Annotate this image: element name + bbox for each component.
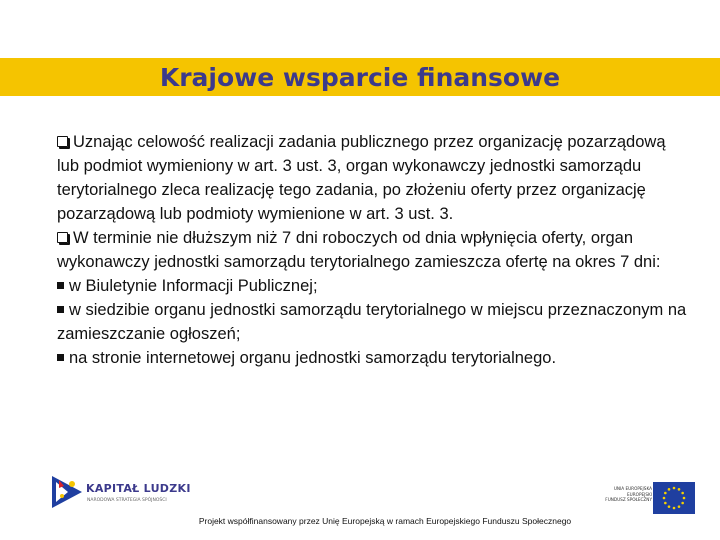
paragraph-5: [57, 346, 687, 370]
kapital-ludzki-name: KAPITAŁ LUDZKI: [86, 482, 191, 495]
paragraph-text: w siedzibie organu jednostki samorządu terytorialnego w miejscu przeznaczonym na zamieszczanie ogłoszeń;: [57, 301, 687, 343]
kapital-ludzki-logo: [50, 468, 200, 518]
slide-content: [57, 130, 687, 370]
eu-flag-icon: [653, 482, 695, 514]
square-bullet-icon: [57, 282, 64, 289]
square-bullet-icon: [57, 306, 64, 313]
eu-star-icon: [673, 487, 676, 490]
eu-star-icon: [678, 505, 681, 508]
checkbox-bullet-icon: [57, 232, 68, 243]
square-bullet-icon: [57, 354, 64, 361]
footer-caption: Projekt współfinansowany przez Unię Europejską w ramach Europejskiego Funduszu Społecznego: [198, 516, 572, 526]
paragraph-2: [57, 226, 687, 274]
eu-star-icon: [681, 492, 684, 495]
eu-star-icon: [668, 505, 671, 508]
eu-star-icon: [663, 497, 666, 500]
paragraph-text: W terminie nie dłuższym niż 7 dni roboczych od dnia wpłynięcia oferty, organ wykonawczy jednostki samorządu terytorialnego zamieszcza ofertę na okres 7 dni:: [57, 229, 661, 271]
paragraph-4: [57, 298, 687, 346]
eu-logo-text: UNIA EUROPEJSKA EUROPEJSKI FUNDUSZ SPOŁECZNY: [605, 486, 652, 502]
eu-star-icon: [668, 488, 671, 491]
kapital-ludzki-emblem-icon: [50, 472, 84, 512]
eu-star-icon: [664, 502, 667, 505]
paragraph-1: [57, 130, 687, 226]
kapital-ludzki-subtitle: NARODOWA STRATEGIA SPÓJNOŚCI: [87, 498, 167, 503]
slide-title: Krajowe wsparcie finansowe: [159, 63, 561, 92]
paragraph-3: [57, 274, 687, 298]
eu-star-icon: [683, 497, 686, 500]
checkbox-bullet-icon: [57, 136, 68, 147]
eu-star-icon: [673, 507, 676, 510]
paragraph-text: na stronie internetowej organu jednostki samorządu terytorialnego.: [69, 349, 557, 367]
paragraph-text: Uznając celowość realizacji zadania publicznego przez organizację pozarządową lub podmiot wymieniony w art. 3 ust. 3, organ wykonawczy jednostki samorządu terytorialnego zleca realizację tego zadania, po złożeniu oferty przez organizację pozarządową lub podmioty wymienione w art. 3 ust. 3.: [57, 133, 666, 223]
eu-star-icon: [678, 488, 681, 491]
eu-star-icon: [664, 492, 667, 495]
eu-star-icon: [681, 502, 684, 505]
paragraph-text: w Biuletynie Informacji Publicznej;: [69, 277, 318, 295]
eu-logo: [596, 482, 696, 514]
